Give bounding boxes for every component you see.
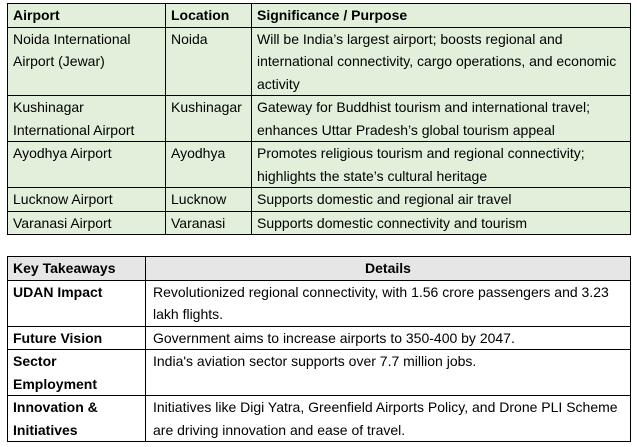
takeaways-header-row (8, 257, 631, 281)
takeaway-key: Future Vision (8, 326, 146, 350)
airport-name: Kushinagar International Airport (8, 96, 166, 142)
table-row (8, 96, 631, 142)
takeaways-table (7, 256, 631, 442)
airport-significance: Promotes religious tourism and regional connectivity; highlights the state’s cultural heritage (252, 142, 631, 188)
airport-name: Lucknow Airport (8, 188, 166, 212)
airport-location: Kushinagar (166, 96, 252, 142)
header-airport: Airport (8, 4, 166, 28)
airport-location: Varanasi (166, 211, 252, 235)
header-details: Details (146, 257, 631, 281)
header-location: Location (166, 4, 252, 28)
airports-header-row (8, 4, 631, 28)
takeaway-details: Government aims to increase airports to 350-400 by 2047. (146, 326, 631, 350)
takeaway-details: Initiatives like Digi Yatra, Greenfield Airports Policy, and Drone PLI Scheme are driving innovation and ease of travel. (146, 396, 631, 442)
airport-location: Ayodhya (166, 142, 252, 188)
takeaway-key: Sector Employment (8, 350, 146, 396)
airport-significance: Supports domestic connectivity and tourism (252, 211, 631, 235)
table-row (8, 142, 631, 188)
airport-significance: Will be India’s largest airport; boosts regional and international connectivity, cargo operations, and economic activity (252, 27, 631, 96)
header-key-takeaways: Key Takeaways (8, 257, 146, 281)
takeaway-details: India's aviation sector supports over 7.7 million jobs. (146, 350, 631, 396)
airport-name: Varanasi Airport (8, 211, 166, 235)
airports-table (7, 3, 631, 235)
table-row (8, 280, 631, 326)
takeaway-key: UDAN Impact (8, 280, 146, 326)
table-row (8, 27, 631, 96)
airport-location: Noida (166, 27, 252, 96)
airport-name: Noida International Airport (Jewar) (8, 27, 166, 96)
table-row (8, 396, 631, 442)
table-row (8, 211, 631, 235)
takeaway-details: Revolutionized regional connectivity, with 1.56 crore passengers and 3.23 lakh flights. (146, 280, 631, 326)
table-row (8, 188, 631, 212)
table-row (8, 350, 631, 396)
airport-significance: Supports domestic and regional air travel (252, 188, 631, 212)
airport-significance: Gateway for Buddhist tourism and international travel; enhances Uttar Pradesh’s global tourism appeal (252, 96, 631, 142)
airport-name: Ayodhya Airport (8, 142, 166, 188)
takeaway-key: Innovation & Initiatives (8, 396, 146, 442)
table-row (8, 326, 631, 350)
airport-location: Lucknow (166, 188, 252, 212)
header-significance: Significance / Purpose (252, 4, 631, 28)
